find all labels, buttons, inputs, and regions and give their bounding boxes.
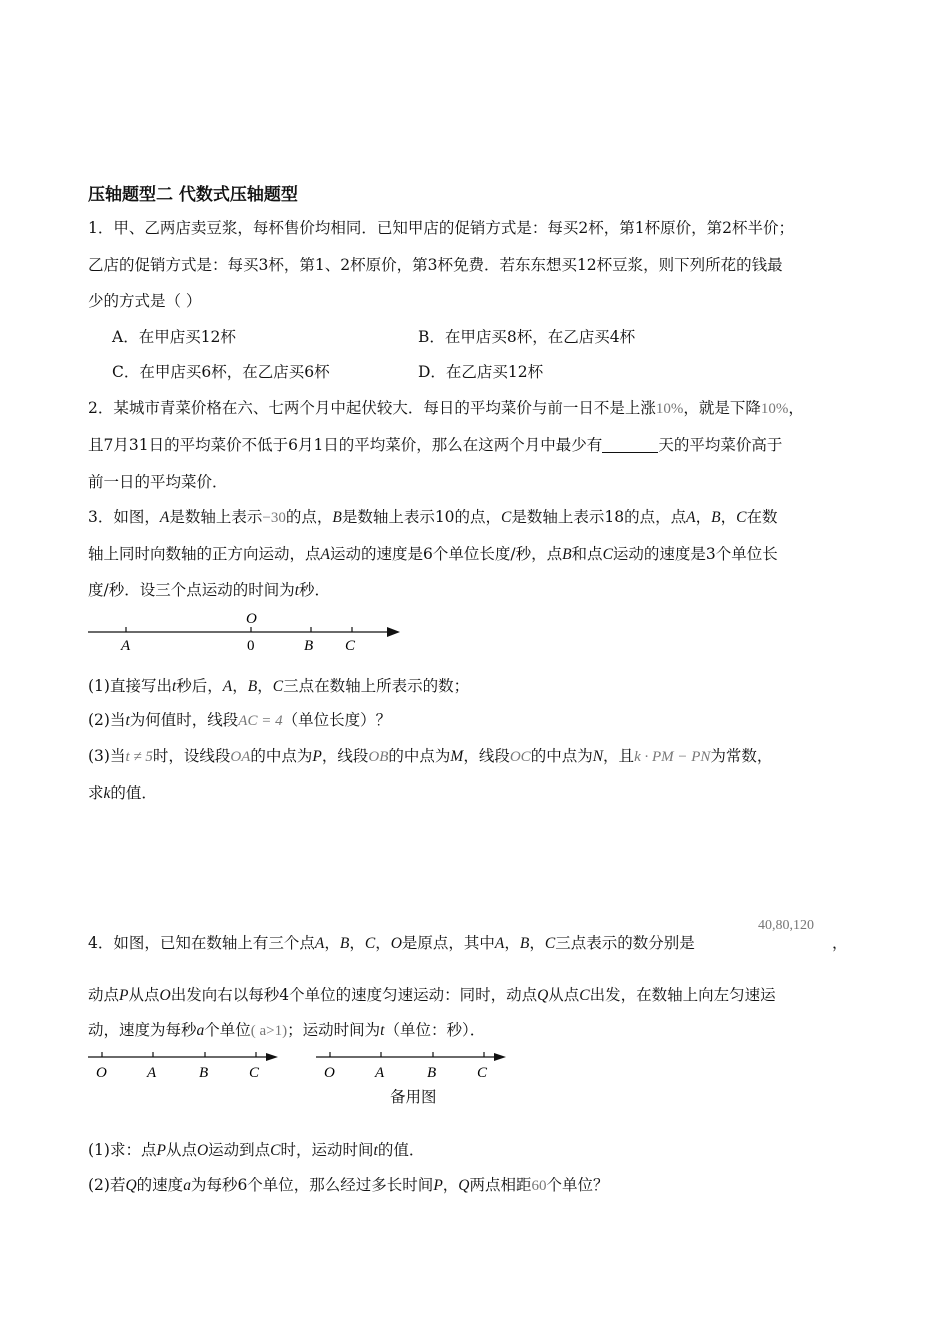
- label-o: O: [324, 1065, 335, 1081]
- q4-text: 的速度: [136, 1176, 184, 1194]
- q4-var-t: t: [373, 1142, 378, 1159]
- label-b: B: [427, 1065, 437, 1081]
- q3-part-2: [88, 710, 391, 731]
- axis-arrow-icon: [494, 1053, 506, 1061]
- q3-var-t: t: [125, 712, 130, 729]
- q4-text: 动点: [88, 986, 120, 1004]
- q4-var-a: A: [494, 935, 505, 952]
- q3-formula-t: t ≠ 5: [125, 749, 153, 765]
- q3-var-a: A: [686, 509, 696, 526]
- q3-line-2: [88, 544, 778, 565]
- q3-line-1: [88, 507, 777, 528]
- q3-text: 度/秒．设三个点运动的时间为: [88, 581, 295, 599]
- section-title: 压轴题型二 代数式压轴题型: [88, 185, 298, 205]
- q4-var-p: P: [433, 1177, 443, 1194]
- q4-line-3: [88, 1020, 485, 1041]
- q4-sep: ，: [442, 1176, 459, 1194]
- q4-text: 4．如图，已知在数轴上有三个点: [88, 934, 315, 952]
- q1-option-c[interactable]: C．在甲店买6杯，在乙店买6杯: [112, 363, 330, 381]
- q4-var-a: A: [314, 935, 325, 952]
- q4-sep: ，: [504, 934, 520, 952]
- q3-text: 是数轴上表示10的点，: [341, 508, 502, 526]
- q4-text: （单位：秒）．: [384, 1021, 486, 1039]
- label-b: B: [304, 638, 314, 654]
- q3-var-b: B: [332, 509, 342, 526]
- q3-number-line: [80, 608, 410, 656]
- label-zero: 0: [247, 638, 255, 654]
- q3-var-c: C: [602, 546, 613, 563]
- axis-arrow-icon: [387, 627, 400, 637]
- q3-text: ，线段: [321, 747, 369, 765]
- q4-sep: ，: [529, 934, 545, 952]
- q3-text: 的中点为: [388, 747, 451, 765]
- q4-text: (2)若: [88, 1176, 126, 1194]
- q3-text: ，且: [603, 747, 635, 765]
- q1-option-a[interactable]: A．在甲店买12杯: [112, 328, 236, 346]
- q3-value-neg30: −30: [262, 510, 286, 526]
- q3-text: 和点: [571, 545, 603, 563]
- q4-text: ；运动时间为: [287, 1021, 381, 1039]
- q3-var-b: B: [711, 509, 721, 526]
- q4-var-q: Q: [537, 987, 549, 1004]
- q3-text: （单位长度）？: [282, 711, 392, 729]
- q4-text: 为每秒6个单位，那么经过多长时间: [190, 1176, 434, 1194]
- q3-segment-ob: OB: [368, 749, 389, 765]
- q4-text: 三点表示的数分别是: [555, 934, 695, 952]
- spare-figure-caption: 备用图: [390, 1088, 437, 1106]
- q2-answer-blank[interactable]: [602, 436, 658, 453]
- q1-option-b[interactable]: B．在甲店买8杯，在乙店买4杯: [418, 328, 636, 346]
- q4-var-speed: a: [196, 1022, 205, 1039]
- q3-part-3: [88, 746, 772, 767]
- q3-var-k: k: [103, 785, 111, 802]
- q3-formula-ac: AC = 4: [238, 713, 283, 729]
- q3-text: 是数轴上表示18的点，点: [511, 508, 687, 526]
- q3-text: 为何值时，线段: [129, 711, 239, 729]
- q3-var-a: A: [222, 678, 233, 695]
- q2-text: ，就是下降: [683, 399, 761, 417]
- q3-sep: ，: [695, 508, 712, 526]
- q3-part-1: [88, 676, 469, 697]
- q4-var-c: C: [579, 987, 590, 1004]
- q3-text: 轴上同时向数轴的正方向运动，点: [88, 545, 321, 563]
- q4-var-c: C: [544, 935, 556, 952]
- q4-number-line: [84, 1046, 284, 1082]
- label-o: O: [246, 611, 257, 627]
- q4-var-o: O: [196, 1142, 209, 1159]
- q3-var-b: B: [247, 678, 258, 695]
- q3-var-a: A: [320, 546, 330, 563]
- q3-text: 的点，: [285, 508, 333, 526]
- q3-text: 在数: [746, 508, 778, 526]
- q4-formula-agt1: ( a>1): [250, 1023, 288, 1039]
- q4-spare-number-line: [312, 1046, 512, 1082]
- q3-text: 是数轴上表示: [169, 508, 263, 526]
- q3-var-c: C: [736, 509, 747, 526]
- q4-sep: ，: [375, 934, 391, 952]
- q3-text: 的值．: [110, 784, 157, 802]
- q3-text: (1)直接写出: [88, 677, 172, 695]
- q3-text: 运动的速度是3个单位长: [612, 545, 778, 563]
- q3-var-p: P: [312, 748, 322, 765]
- q2-percent-down: 10%: [760, 401, 789, 417]
- q4-value-60: 60: [531, 1178, 547, 1194]
- q3-var-m: M: [450, 748, 464, 765]
- q2-text: 天的平均菜价高于: [658, 436, 783, 454]
- label-c: C: [249, 1065, 260, 1081]
- q3-segment-oc: OC: [509, 749, 531, 765]
- q2-line-1: [88, 398, 804, 419]
- q3-text: 3．如图，: [88, 508, 160, 526]
- q4-var-speed: a: [183, 1177, 191, 1194]
- q4-line-2: [88, 985, 776, 1006]
- q3-sep: ，: [720, 508, 737, 526]
- q4-var-p: P: [119, 987, 129, 1004]
- q4-text: (1)求：点: [88, 1141, 157, 1159]
- q4-var-c: C: [270, 1142, 281, 1159]
- q3-var-n: N: [592, 748, 604, 765]
- q2-line-3: 前一日的平均菜价．: [88, 473, 228, 491]
- q4-text: 从点: [165, 1141, 197, 1159]
- q2-text: ，: [788, 399, 804, 417]
- q3-text: 秒．: [299, 581, 331, 599]
- q4-text: 是原点，其中: [401, 934, 495, 952]
- q4-var-c: C: [364, 935, 376, 952]
- q4-text: 动，速度为每秒: [88, 1021, 197, 1039]
- q4-line-1-end: ，: [832, 934, 848, 952]
- label-a: A: [121, 638, 131, 654]
- q4-var-q: Q: [125, 1177, 137, 1194]
- q1-line-3: 少的方式是（ ）: [88, 292, 202, 310]
- q3-text: 秒后，: [176, 677, 223, 695]
- q3-var-t: t: [294, 582, 300, 599]
- q4-part-1: [88, 1140, 424, 1161]
- q4-text: 出发，在数轴上向左匀速运: [589, 986, 776, 1004]
- q4-sep: ，: [324, 934, 340, 952]
- q4-var-o: O: [390, 935, 402, 952]
- q3-text: 三点在数轴上所表示的数；: [283, 677, 470, 695]
- q3-formula-expr: k · PM − PN: [634, 749, 711, 765]
- q3-text: 的中点为: [250, 747, 313, 765]
- q3-text: (3)当: [88, 747, 126, 765]
- q3-var-c: C: [272, 678, 284, 695]
- q3-var-a: A: [159, 509, 170, 526]
- q2-text: 2．某城市青菜价格在六、七两个月中起伏较大．每日的平均菜价与前一日不是上涨: [88, 399, 656, 417]
- q3-var-c: C: [501, 509, 512, 526]
- q4-var-q: Q: [458, 1177, 470, 1194]
- q3-var-t: t: [171, 678, 177, 695]
- q3-var-b: B: [562, 546, 572, 563]
- q3-text: 时，设线段: [152, 747, 231, 765]
- label-c: C: [345, 638, 356, 654]
- q4-text: 两点相距: [469, 1176, 532, 1194]
- q3-text: 的中点为: [530, 747, 593, 765]
- q4-var-b: B: [519, 935, 530, 952]
- q1-line-1: 1．甲、乙两店卖豆浆，每杯售价均相同．已知甲店的促销方式是：每买2杯，第1杯原价，第2杯半价；: [88, 219, 794, 237]
- label-a: A: [147, 1065, 157, 1081]
- q4-text: 时，运动时间: [280, 1141, 374, 1159]
- q4-text: 从点: [128, 986, 160, 1004]
- q4-line-1: [88, 933, 695, 954]
- q2-line-2: [88, 435, 782, 455]
- q3-sep: ，: [232, 677, 248, 695]
- label-c: C: [477, 1065, 488, 1081]
- q4-var-o: O: [159, 987, 171, 1004]
- q4-text: 个单位: [204, 1021, 251, 1039]
- q3-text: 求: [88, 784, 104, 802]
- q3-text: 为常数，: [710, 747, 773, 765]
- q1-option-d[interactable]: D．在乙店买12杯: [418, 363, 544, 381]
- q4-values-formula: 40,80,120: [758, 918, 814, 933]
- label-b: B: [199, 1065, 209, 1081]
- q3-sep: ，: [257, 677, 273, 695]
- q4-text: 从点: [548, 986, 580, 1004]
- q4-var-b: B: [339, 935, 350, 952]
- q2-text: 且7月31日的平均菜价不低于6月1日的平均菜价，那么在这两个月中最少有: [88, 436, 603, 454]
- q4-var-t: t: [380, 1022, 385, 1039]
- q3-text: (2)当: [88, 711, 126, 729]
- label-o: O: [96, 1065, 107, 1081]
- q3-segment-oa: OA: [230, 749, 251, 765]
- q2-percent-up: 10%: [655, 401, 684, 417]
- q4-var-p: P: [156, 1142, 166, 1159]
- q4-text: 的值．: [377, 1141, 425, 1159]
- q3-line-3: [88, 580, 330, 601]
- q4-part-2: [88, 1175, 609, 1196]
- q3-text: 运动的速度是6个单位长度/秒，点: [329, 545, 563, 563]
- q4-text: 出发向右以每秒4个单位的速度匀速运动：同时，动点: [170, 986, 538, 1004]
- q1-line-2: 乙店的促销方式是：每买3杯，第1、2杯原价，第3杯免费．若东东想买12杯豆浆，则下列所花的钱最: [88, 256, 783, 274]
- label-a: A: [375, 1065, 385, 1081]
- axis-arrow-icon: [266, 1053, 278, 1061]
- q3-text: ，线段: [463, 747, 510, 765]
- q4-text: 个单位？: [546, 1176, 609, 1194]
- q4-text: 运动到点: [208, 1141, 271, 1159]
- q3-part-3-line-2: [88, 783, 157, 804]
- q4-sep: ，: [349, 934, 365, 952]
